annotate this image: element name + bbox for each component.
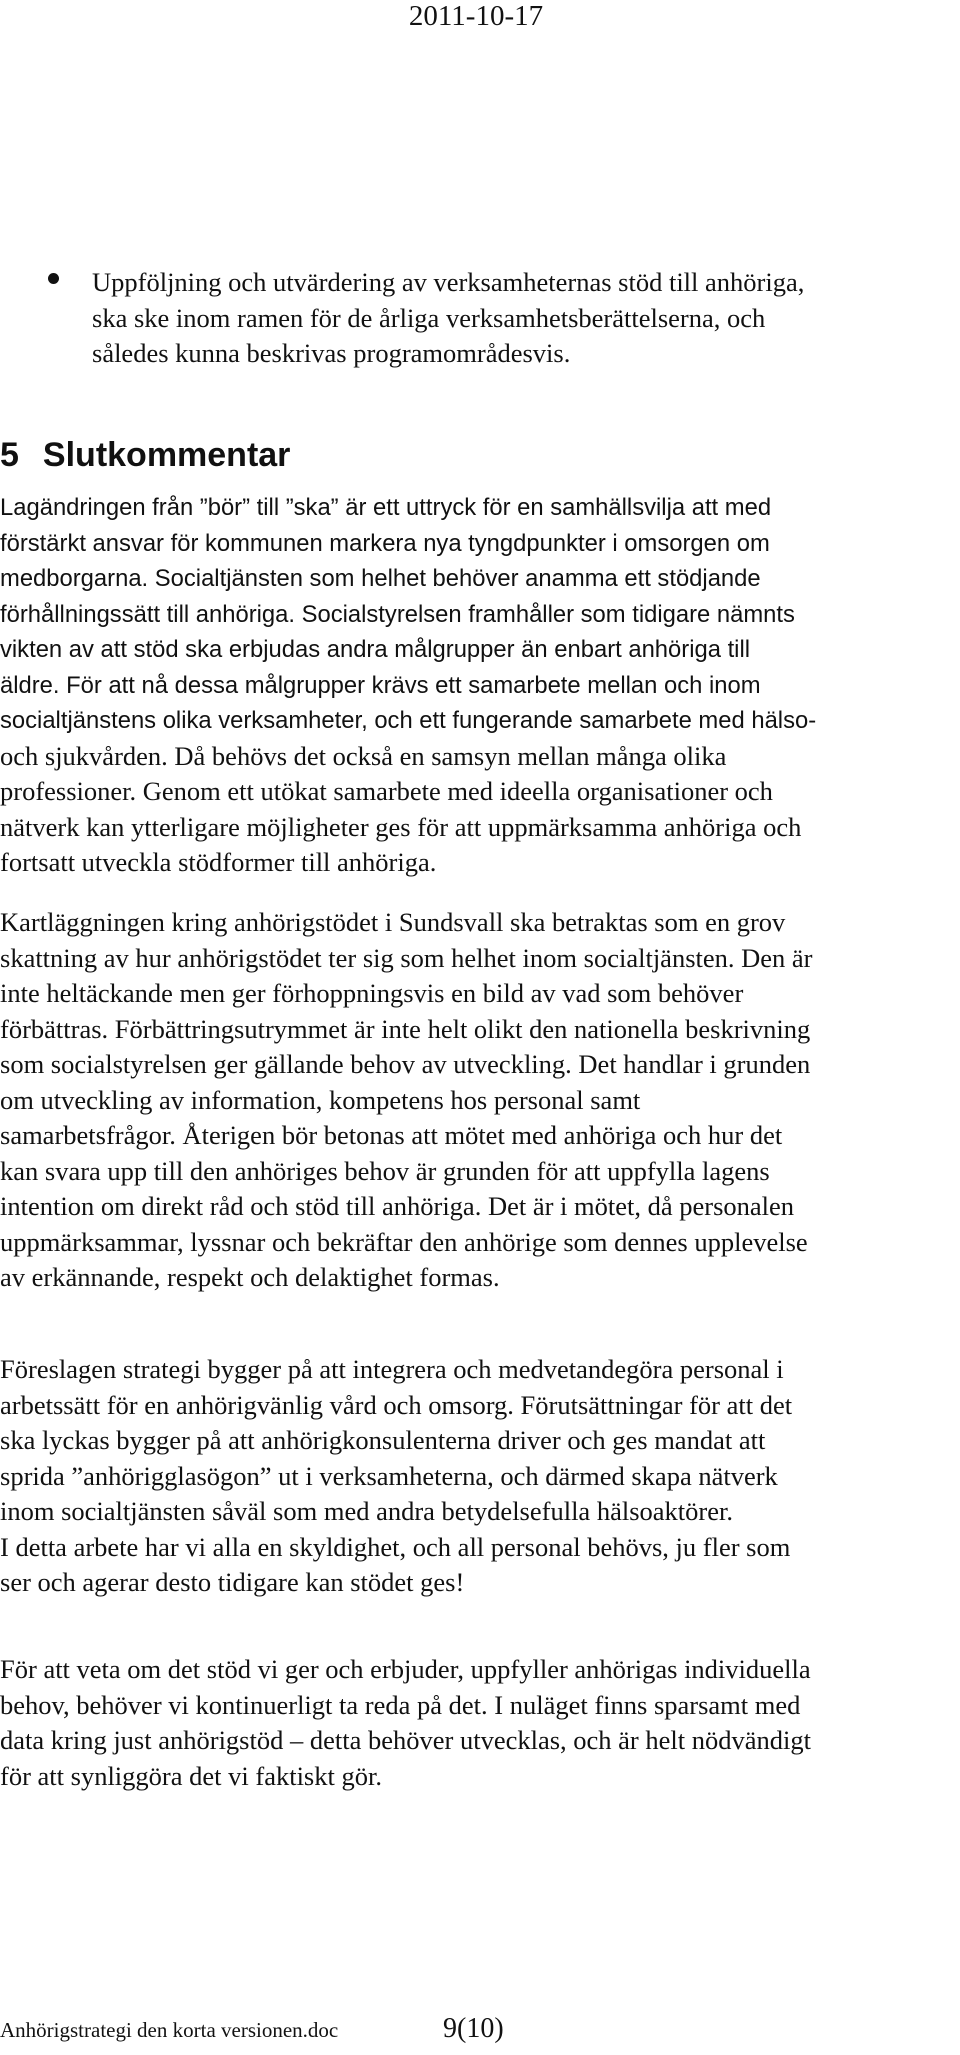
bullet-list-item — [36, 265, 916, 372]
paragraph-line: Kartläggningen kring anhörigstödet i Sundsvall ska betraktas som en grov — [0, 907, 786, 937]
section-title: Slutkommentar — [42, 436, 291, 474]
paragraph-line: intention om direkt råd och stöd till anhöriga. Det är i mötet, då personalen — [0, 1191, 795, 1221]
paragraph-line: Föreslagen strategi bygger på att integrera och medvetandegöra personal i — [0, 1354, 784, 1384]
paragraph-line: ska lyckas bygger på att anhörigkonsulenterna driver och ges mandat att — [0, 1425, 766, 1455]
footer-filename: Anhörigstrategi den korta versionen.doc — [0, 2018, 339, 2042]
paragraph-line: vikten av att stöd ska erbjudas andra målgrupper än enbart anhöriga till — [0, 636, 751, 663]
paragraph-line: sprida ”anhörigglasögon” ut i verksamheterna, och därmed skapa nätverk — [0, 1460, 778, 1491]
paragraph-line: arbetssätt för en anhörigvänlig vård och omsorg. Förutsättningar för att det — [0, 1389, 793, 1420]
paragraph-line: För att veta om det stöd vi ger och erbjuder, uppfyller anhörigas individuella — [0, 1654, 811, 1684]
paragraph-line: inte heltäckande men ger förhoppningsvis en bild av vad som behöver — [0, 978, 744, 1008]
section-heading — [0, 435, 290, 475]
paragraph-slutkommentar — [0, 490, 930, 881]
paragraph-line: Lagändringen från ”bör” till ”ska” är ett uttryck för en samhällsvilja att med — [0, 494, 772, 521]
paragraph-kartlaggning — [0, 905, 930, 1296]
paragraph-line: samarbetsfrågor. Återigen bör betonas att mötet med anhöriga och hur det — [0, 1120, 783, 1150]
paragraph-line: fortsatt utveckla stödformer till anhöriga. — [0, 847, 437, 877]
paragraph-line: behov, behöver vi kontinuerligt ta reda på det. I nuläget finns sparsamt med — [0, 1689, 801, 1720]
paragraph-uppfoljning — [0, 1652, 930, 1794]
paragraph-line: förstärkt ansvar för kommunen markera nya tyngdpunkter i omsorgen om — [0, 529, 770, 557]
paragraph-line: förhållningssätt till anhöriga. Socialstyrelsen framhåller som tidigare nämnts — [0, 600, 795, 628]
section-number: 5 — [0, 436, 19, 474]
paragraph-line: nätverk kan ytterligare möjligheter ges för att uppmärksamma anhöriga och — [0, 811, 802, 842]
paragraph-line: och sjukvården. Då behövs det också en samsyn mellan många olika — [0, 740, 727, 771]
paragraph-line: äldre. För att nå dessa målgrupper krävs ett samarbete mellan och inom — [0, 671, 761, 699]
paragraph-line: socialtjänstens olika verksamheter, och ett fungerande samarbete med hälso- — [0, 707, 817, 734]
paragraph-line: förbättras. Förbättringsutrymmet är inte helt olikt den nationella beskrivning — [0, 1013, 811, 1044]
bullet-line: Uppföljning och utvärdering av verksamheternas stöd till anhöriga, — [92, 267, 805, 297]
paragraph-line: om utveckling av information, kompetens hos personal samt — [0, 1084, 641, 1115]
paragraph-line: medborgarna. Socialtjänsten som helhet behöver anamma ett stödjande — [0, 565, 761, 592]
paragraph-line: för att synliggöra det vi faktiskt gör. — [0, 1760, 382, 1791]
paragraph-line: data kring just anhörigstöd – detta behöver utvecklas, och är helt nödvändigt — [0, 1725, 811, 1755]
paragraph-line: inom socialtjänsten såväl som med andra betydelsefulla hälsoaktörer. — [0, 1496, 733, 1526]
paragraph-line: I detta arbete har vi alla en skyldighet, och all personal behövs, ju fler som — [0, 1531, 791, 1562]
bullet-line: således kunna beskrivas programområdesvis. — [92, 338, 571, 368]
paragraph-line: av erkännande, respekt och delaktighet formas. — [0, 1262, 500, 1292]
paragraph-line: kan svara upp till den anhöriges behov är grunden för att uppfylla lagens — [0, 1155, 770, 1186]
paragraph-strategi — [0, 1352, 930, 1601]
bullet-icon — [48, 273, 59, 284]
paragraph-line: uppmärksammar, lyssnar och bekräftar den anhörige som dennes upplevelse — [0, 1226, 808, 1257]
bullet-line: ska ske inom ramen för de årliga verksamhetsberättelserna, och — [92, 302, 766, 333]
paragraph-line: som socialstyrelsen ger gällande behov av utveckling. Det handlar i grunden — [0, 1049, 811, 1079]
page-footer — [0, 2014, 960, 2046]
footer-page-number: 9(10) — [443, 2013, 504, 2044]
header-date: 2011-10-17 — [408, 0, 544, 32]
bullet-text — [92, 265, 916, 372]
paragraph-line: professioner. Genom ett utökat samarbete med ideella organisationer och — [0, 776, 773, 806]
paragraph-line: skattning av hur anhörigstödet ter sig som helhet inom socialtjänsten. Den är — [0, 942, 813, 973]
paragraph-line: ser och agerar desto tidigare kan stödet ges! — [0, 1567, 465, 1597]
